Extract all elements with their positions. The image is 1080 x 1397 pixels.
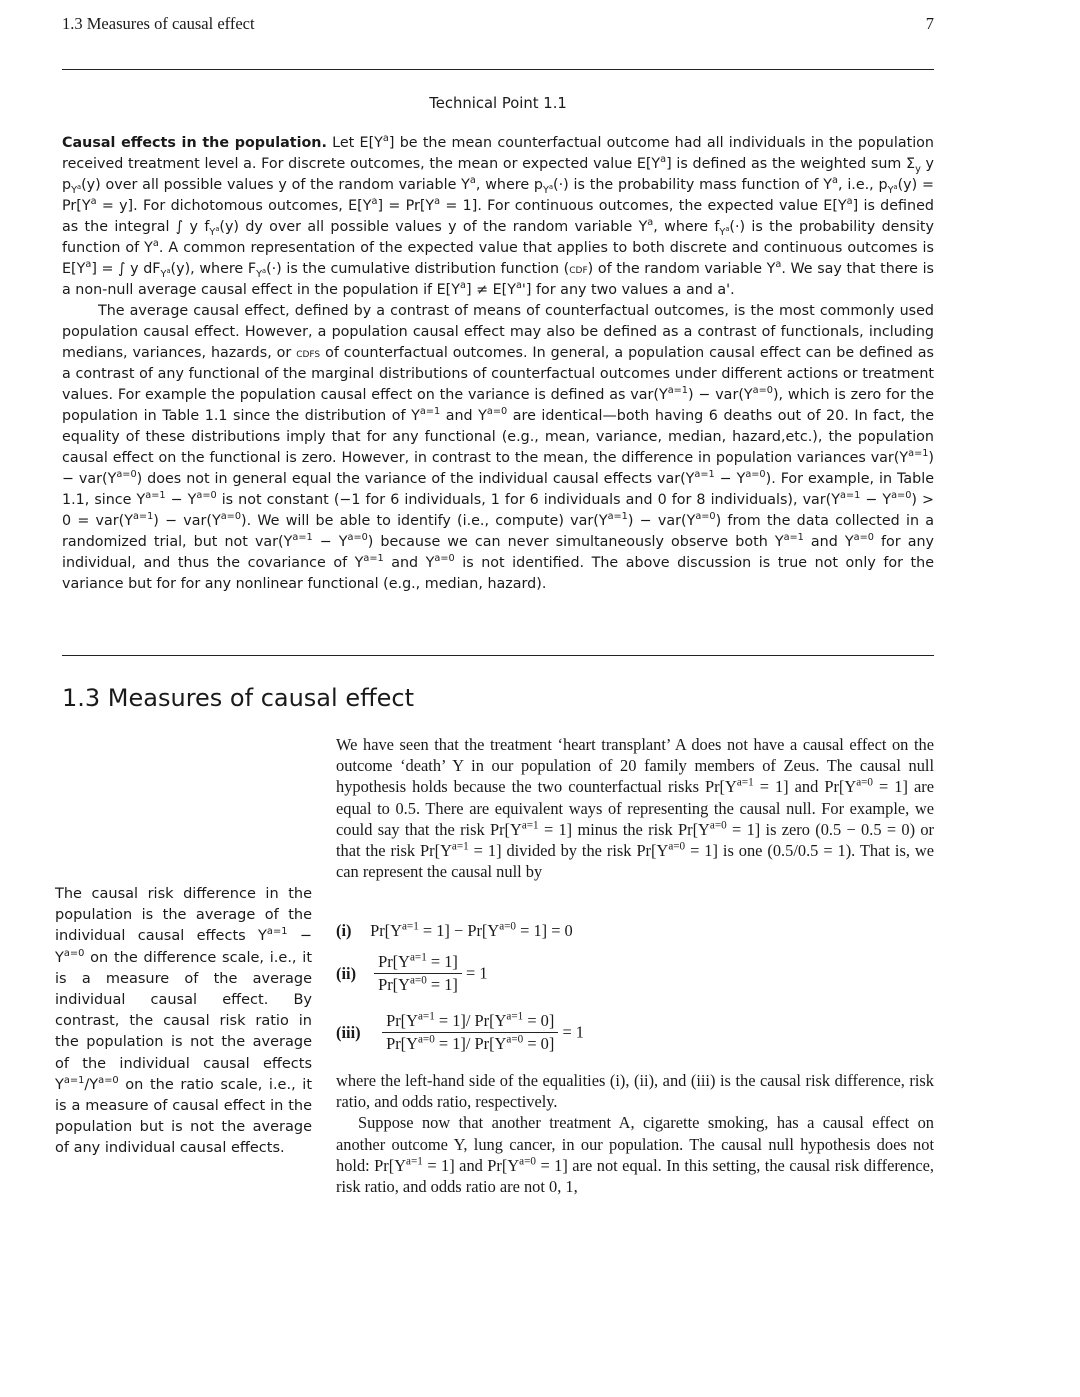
equation-ii-numerator: $Pr[Y^{a=1} = 1]$ <box>374 952 462 974</box>
body-paragraph-1-text: We have seen that the treatment ‘heart transplant’ A does not have a causal effect on the outcome ‘death’ Y in our population of 20 family members of Zeus. The causal null hypothesis holds because the two counterfactual risks $Pr[Y^{a=1} = 1]$ and $Pr[Y^{a=0} = 1]$ are equal to 0.5. There are equivalent ways of representing the causal null. For example, we could say that the risk $Pr[Y^{a=1} = 1]$ minus the risk $Pr[Y^{a=0} = 1]$ is zero (0.5 − 0.5 = 0) or that the risk $Pr[Y^{a=1} = 1]$ divided by the risk $Pr[Y^{a=0} = 1]$ is one (0.5/0.5 = 1). That is, we can represent the causal null by <box>336 735 935 882</box>
running-head: 1.3 Measures of causal effect <box>62 14 255 33</box>
equation-ii-fraction <box>374 952 462 995</box>
body-paragraphs-2-3 <box>336 1070 934 1197</box>
technical-point-paragraph-1 <box>62 133 934 301</box>
body-paragraph-2: where the left-hand side of the equalities (i), (ii), and (iii) is the causal risk difference, risk ratio, and odds ratio, respectively. <box>336 1071 934 1112</box>
equation-iii-numerator: $Pr[Y^{a=1} = 1]/$ $Pr[Y^{a=1} = 0]$ <box>382 1011 558 1033</box>
equation-iii-rhs: = 1 <box>562 1022 584 1042</box>
bottom-rule <box>62 655 934 656</box>
body-paragraph-3: Suppose now that another treatment A, cigarette smoking, has a causal effect on another outcome Y, lung cancer, in our population. The causal null hypothesis does not hold: $Pr[Y^{a=1} = 1]$ and $Pr[Y^{a=0} = 1]$ are not equal. In this setting, the causal risk difference, risk ratio, and odds ratio are not 0, 1, <box>336 1113 934 1197</box>
technical-point-title: Technical Point 1.1 <box>429 95 567 112</box>
equation-i-expr: $Pr[Y^{a=1} = 1] - Pr[Y^{a=0} = 1] = 0$ <box>370 920 573 940</box>
equation-i-label: (i) <box>336 921 352 940</box>
equation-ii-denominator: $Pr[Y^{a=0} = 1]$ <box>378 974 458 994</box>
margin-note: The causal risk difference in the population is the average of the individual causal effects $Y^{a=1} - Y^{a=0}$ on the difference scale, i.e., it is a measure of the average individual causal effect. By contrast, the causal risk ratio in the population is not the average of the individual causal effects $Y^{a=1}/Y^{a=0}$ on the ratio scale, i.e., it is a measure of causal effect in the population but is not the average of any individual causal effects. <box>55 886 312 1157</box>
equation-ii-label: (ii) <box>336 963 357 983</box>
top-rule <box>62 69 934 70</box>
technical-point-lead: Causal effects in the population. <box>62 135 327 151</box>
technical-point-box <box>62 133 934 595</box>
equation-iii-label: (iii) <box>336 1022 361 1042</box>
section-heading: 1.3 Measures of causal effect <box>62 684 414 712</box>
equation-ii <box>336 952 488 995</box>
technical-point-paragraph-1-text: Let $E[Y^a]$ be the mean counterfactual outcome had all individuals in the population received treatment level a. For discrete outcomes, the mean or expected value $E[Y^a]$ is defined as the weighted sum $\Sigma_y$ y $p_{Y^a}(y)$ over all possible values y of the random variable $Y^a$, where $p_{Y^a}(\cdot)$ is the probability mass function of $Y^a$, i.e., $p_{Y^a}(y) = Pr[Y^a = y]$. For dichotomous outcomes, $E[Y^a] = Pr[Y^a = 1]$. For continuous outcomes, the expected value $E[Y^a]$ is defined as the integral ∫ y $f_{Y^a}(y)$ dy over all possible values y of the random variable $Y^a$, where $f_{Y^a}(\cdot)$ is the probability density function of $Y^a$. A common representation of the expected value that applies to both discrete and continuous outcomes is $E[Y^a]$ = ∫ y $dF_{Y^a}(y)$, where $F_{Y^a}(\cdot)$ is the cumulative distribution function (cdf) of the random variable $Y^a$. We say that there is a non-null average causal effect in the population if $E[Y^a] \ne E[Y^a']$ for any two values a and a'. <box>62 133 934 298</box>
technical-point-paragraph-2: The average causal effect, defined by a contrast of means of counterfactual outcomes, is the most commonly used population causal effect. However, a population causal effect may also be defined as a contrast of functionals, including medians, variances, hazards, or cdfs of counterfactual outcomes. In general, a population causal effect can be defined as a contrast of any functional of the marginal distributions of counterfactual outcomes under different actions or treatment values. For example the population causal effect on the variance is defined as $var(Y^{a=1}) - var(Y^{a=0})$, which is zero for the population in Table 1.1 since the distribution of $Y^{a=1}$ and $Y^{a=0}$ are identical—both having 6 deaths out of 20. In fact, the equality of these distributions imply that for any functional (e.g., mean, variance, median, hazard,etc.), the population causal effect on the functional is zero. However, in contrast to the mean, the difference in population variances $var(Y^{a=1}) - var(Y^{a=0})$ does not in general equal the variance of the individual causal effects $var(Y^{a=1} - Y^{a=0})$. For example, in Table 1.1, since $Y^{a=1} - Y^{a=0}$ is not constant (−1 for 6 individuals, 1 for 6 individuals and 0 for 8 individuals), $var(Y^{a=1} - Y^{a=0}) > 0 = var(Y^{a=1}) - var(Y^{a=0})$. We will be able to identify (i.e., compute) $var(Y^{a=1}) - var(Y^{a=0})$ from the data collected in a randomized trial, but not $var(Y^{a=1} - Y^{a=0})$ because we can never simultaneously observe both $Y^{a=1}$ and $Y^{a=0}$ for any individual, and thus the covariance of $Y^{a=1}$ and $Y^{a=0}$ is not identified. The above discussion is true not only for the variance but for for any nonlinear functional (e.g., median, hazard). <box>62 303 935 592</box>
equation-iii-fraction <box>382 1011 558 1054</box>
page-number: 7 <box>925 14 934 33</box>
body-paragraph-1 <box>336 734 934 882</box>
equation-iii-denominator: $Pr[Y^{a=0} = 1]/$ $Pr[Y^{a=0} = 0]$ <box>386 1033 555 1053</box>
equation-i <box>336 921 573 941</box>
equation-ii-rhs: = 1 <box>466 963 488 983</box>
equation-iii <box>336 1011 584 1054</box>
